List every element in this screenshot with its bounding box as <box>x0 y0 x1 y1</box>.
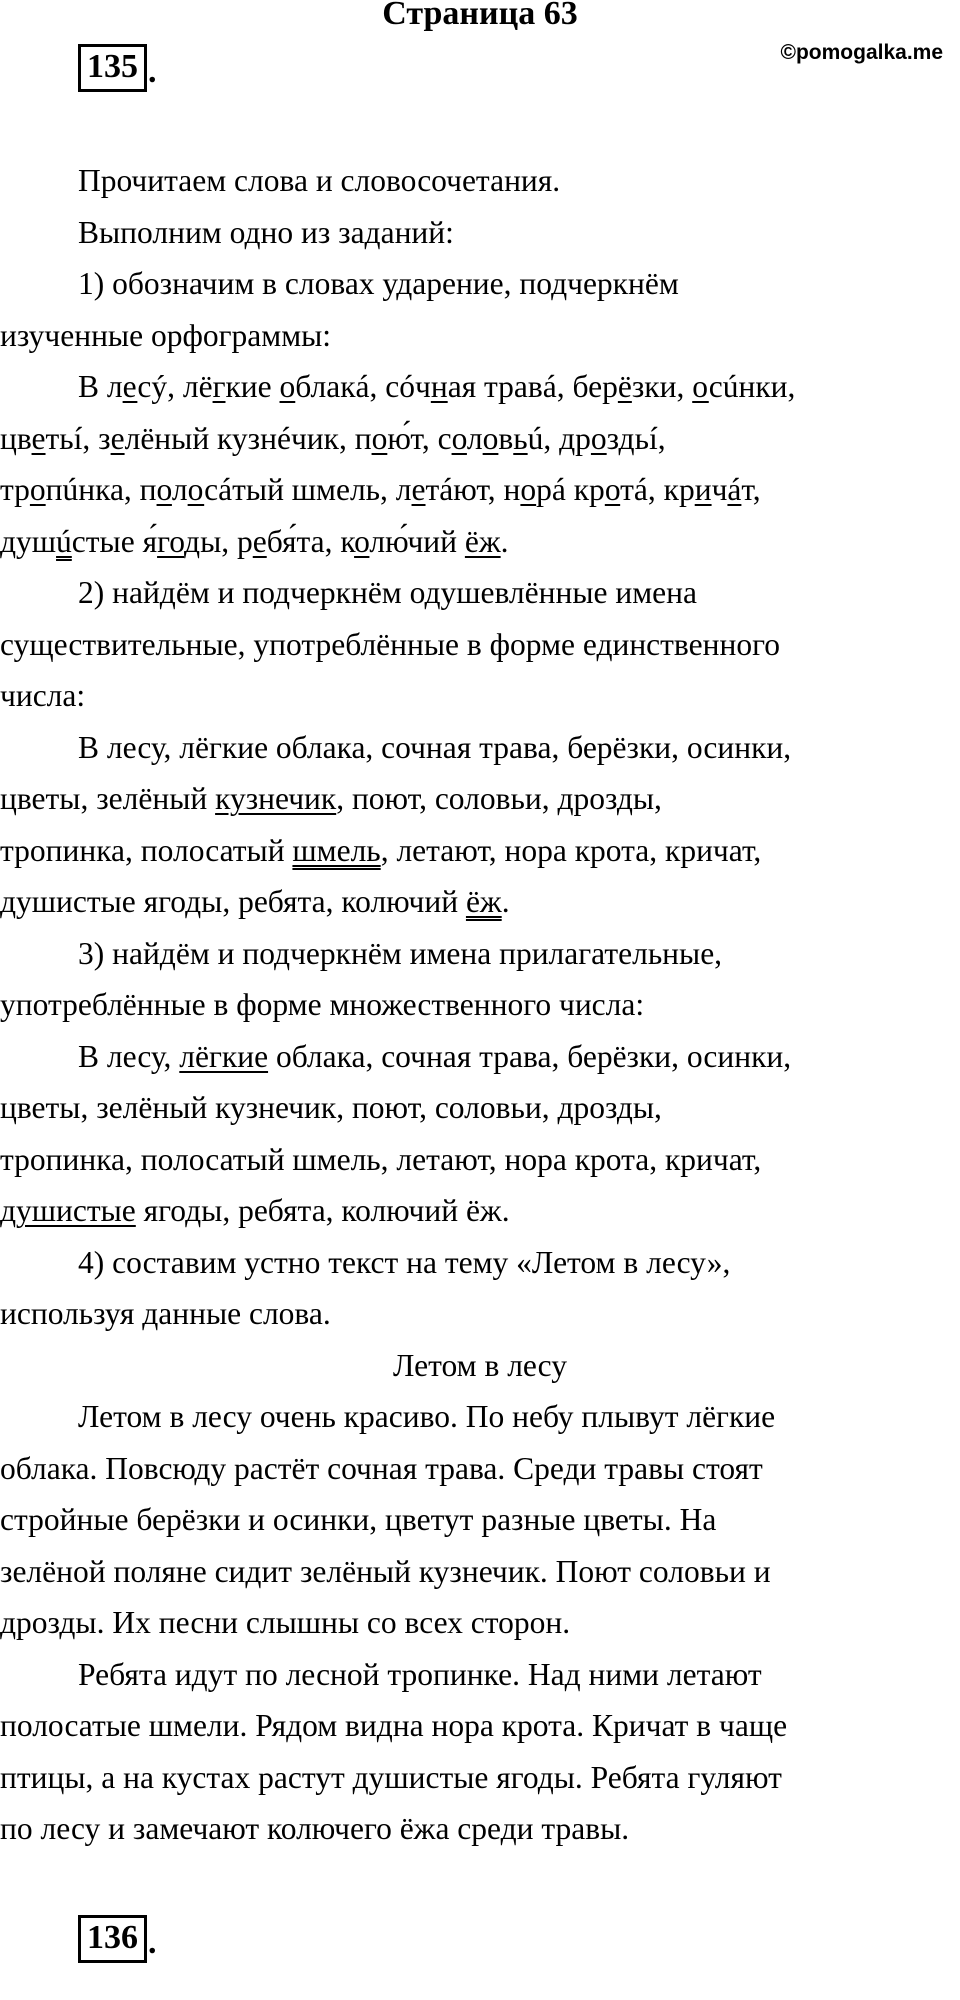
paragraph <box>0 928 960 1031</box>
task-135-content <box>0 155 960 1855</box>
text-run: Ребята идут по лесной тропинке. Над ними летают полосатые шмели. Рядом видна нора крота. Кричат в чаще птицы, а на кустах растут душистые ягоды. Ребята гуляют по лесу и замечают колючего ёжа среди травы. <box>0 1656 788 1846</box>
underlined-text: ú <box>56 523 72 559</box>
text-run: Выполним одно из заданий: <box>78 214 454 250</box>
text-run: Летом в лесу <box>393 1347 567 1383</box>
underlined-text: о <box>590 420 607 456</box>
text-run: ды, р <box>184 523 253 559</box>
text-run: сý, лё <box>137 369 213 404</box>
underlined-text: го <box>157 523 185 559</box>
paragraph <box>0 567 960 722</box>
paragraph <box>0 1237 960 1340</box>
text-run: тáют, н <box>425 472 521 507</box>
text-run: 4) составим устно текст на тему «Летом в лесу», используя данные слова. <box>0 1244 731 1331</box>
underlined-text: е <box>252 523 267 559</box>
text-run: 2) найдём и подчеркнём одушевлённые имена существительные, употреблённые в форме единственного числа: <box>0 575 780 713</box>
text-run: рá кр <box>536 472 605 507</box>
task-number-box: 135 <box>78 44 147 92</box>
text-run: ю́т, с <box>387 420 452 456</box>
underlined-text: е <box>110 420 125 456</box>
underlined-text: е <box>31 420 46 456</box>
underlined-text: á <box>727 472 742 507</box>
text-run: 1) обозначим в словах ударение, подчеркнём изученные орфограммы: <box>0 266 679 353</box>
paragraph <box>0 1031 960 1237</box>
paragraph <box>0 207 960 259</box>
text-run: В лесу, лёгкие облака, сочная трава, берёзки, осинки, цветы, зелёный <box>0 729 792 816</box>
text-run: тьí, з <box>45 420 111 456</box>
text-run: пúнка, п <box>45 472 157 507</box>
underlined-text: о <box>520 472 537 507</box>
underlined-text: шмель <box>292 832 381 868</box>
underlined-text: о <box>371 420 388 456</box>
text-run: зки, <box>631 369 693 404</box>
underlined-text: душистые <box>0 1193 136 1228</box>
text-run: здьí, тр <box>0 420 666 507</box>
paragraph <box>0 361 960 567</box>
underlined-text: о <box>187 472 205 507</box>
text-run: ая травá, бер <box>447 369 618 404</box>
underlined-text: г <box>212 369 226 404</box>
text-run: Летом в лесу очень красиво. По небу плывут лёгкие облака. Повсюду растёт сочная трава. Среди травы стоят стройные берёзки и осинки, цветут разные цветы. На зелёной поляне сидит зелёный кузнечик. Поют соловьи и дрозды. Их песни слышны со всех сторон. <box>0 1399 776 1640</box>
task-number-135 <box>78 44 157 92</box>
paragraph <box>0 258 960 361</box>
underlined-text: о <box>156 472 172 507</box>
paragraph <box>0 155 960 207</box>
text-run: блакá, сóч <box>295 369 431 404</box>
underlined-text: е <box>122 369 138 404</box>
underlined-text: о <box>451 420 467 456</box>
underlined-text: о <box>604 472 621 507</box>
text-run: В л <box>78 369 123 404</box>
underlined-text: е <box>411 472 426 507</box>
underlined-text: ёж <box>464 523 501 559</box>
text-run: сúнки, цв <box>0 369 796 456</box>
task-number-box: 136 <box>78 1915 147 1963</box>
text-run: сáтый шмель, л <box>204 472 412 507</box>
text-run: лёный кузнéчик, п <box>124 420 372 456</box>
text-run: ягоды, ребята, колючий ёж. <box>135 1193 510 1228</box>
underlined-text: н <box>430 369 448 404</box>
text-run: в <box>498 420 514 456</box>
text-run: т, душ <box>0 472 761 559</box>
paragraph <box>0 1649 960 1855</box>
task-number-136 <box>78 1915 157 1963</box>
text-run: Прочитаем слова и словосочетания. <box>78 163 561 198</box>
underlined-text: о <box>279 369 296 404</box>
text-run: кие <box>225 369 280 404</box>
underlined-text: ь <box>513 420 528 456</box>
underlined-text: о <box>29 472 46 507</box>
text-run: . <box>500 523 509 559</box>
task-number-dot: . <box>148 1924 157 1961</box>
text-run: бя́та, к <box>266 523 355 559</box>
text-run: тá, кр <box>620 472 695 507</box>
watermark: ©pomogalka.me <box>780 41 943 64</box>
underlined-text: ёж <box>465 884 502 919</box>
text-run: л <box>171 472 188 507</box>
text-run: л <box>466 420 483 456</box>
underlined-text: о <box>482 420 499 456</box>
underlined-text: о <box>354 523 370 559</box>
paragraph <box>0 1391 960 1649</box>
text-run: лю́чий <box>369 523 465 559</box>
text-run: ч <box>711 472 728 507</box>
underlined-text: и <box>694 472 712 507</box>
page-title: Страница 63 <box>382 0 578 32</box>
text-run: . <box>501 884 510 919</box>
text-run: облака, сочная трава, берёзки, осинки, цветы, зелёный кузнечик, поют, соловьи, дрозды, тропинка, полосатый шмель, летают, нора крота, кричат, <box>0 1038 792 1177</box>
text-run: стые я́ <box>71 523 158 559</box>
text-run: В лесу, <box>78 1038 180 1074</box>
underlined-text: лёгкие <box>179 1038 269 1074</box>
text-run: ú, др <box>527 420 591 456</box>
text-run: , летают, нора крота, кричат, душистые ягоды, ребята, колючий <box>0 832 762 919</box>
underlined-text: кузнечик <box>215 781 337 816</box>
section-heading <box>0 1340 960 1392</box>
text-run: 3) найдём и подчеркнём имена прилагательные, употреблённые в форме множественного числа: <box>0 935 723 1022</box>
task-number-dot: . <box>148 53 157 90</box>
paragraph <box>0 722 960 928</box>
underlined-text: о <box>692 369 709 404</box>
underlined-text: ё <box>617 369 632 404</box>
text-run: , поют, соловьи, дрозды, тропинка, полосатый <box>0 781 662 868</box>
